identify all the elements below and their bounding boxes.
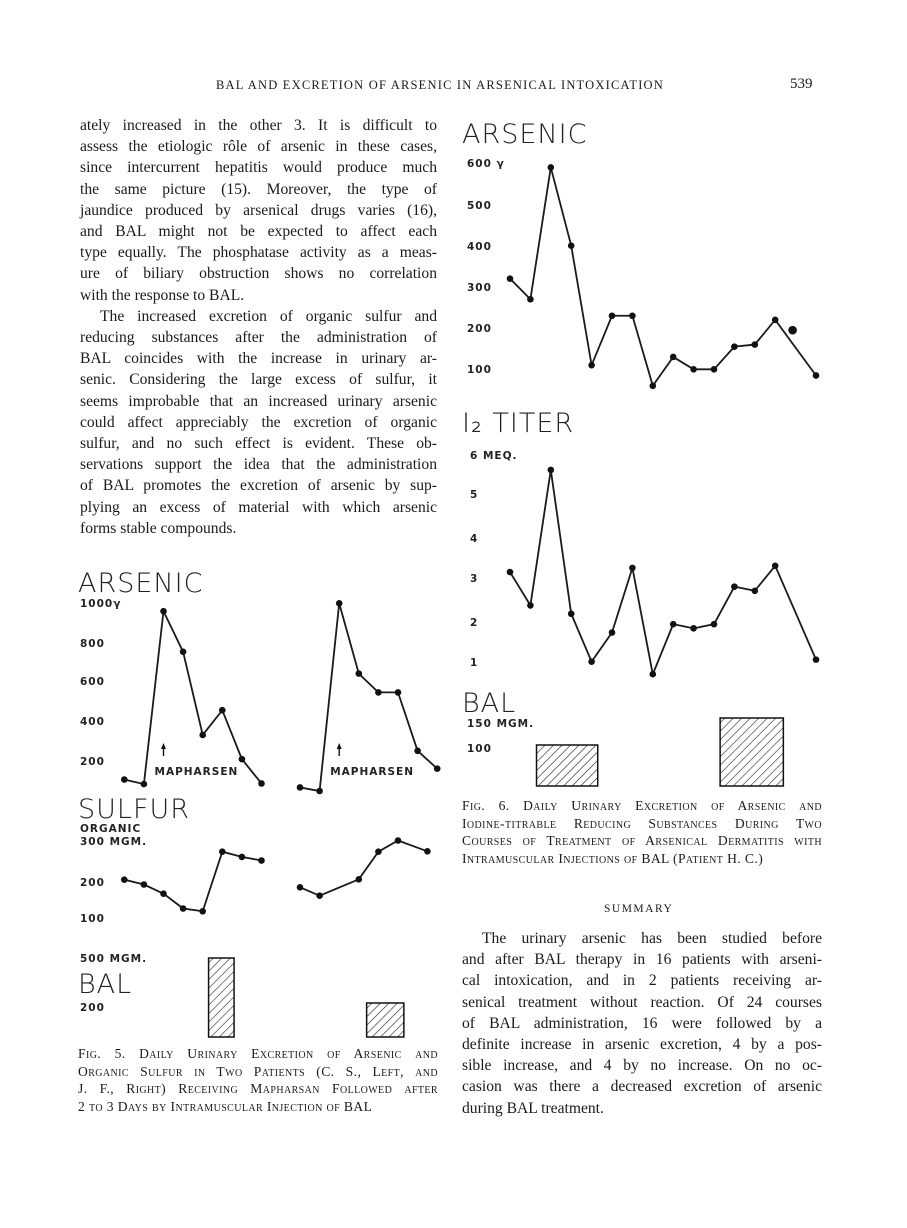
fig5-arsenic-series-line [300,603,437,791]
fig6-titer-data-point [629,565,636,572]
fig5-arsenic-data-point [375,689,382,696]
fig6-arsenic-data-point [568,242,575,249]
fig5-sulfur-data-point [424,848,431,855]
fig5-arsenic-data-point [414,748,421,755]
fig5-sulfur-tick-label: 300 MGM. [80,836,148,848]
fig6-titer-data-point [670,621,677,628]
fig6-arsenic-data-point [527,296,534,303]
fig6-titer-data-point [527,602,534,609]
fig5-sulfur-data-point [219,848,226,855]
fig6-arsenic-data-point [650,382,657,389]
fig6-titer-data-point [690,625,697,632]
text-line: senic. Considering the large excess of sulfur, it [80,371,437,389]
fig6-arsenic-tick-label: 100 [467,364,492,376]
fig5-arsenic-data-point [219,707,226,714]
fig6-arsenic-series-line [510,167,816,385]
text-line: assess the etiologic rôle of arsenic in these cases, [80,138,437,156]
text-line: Courses of Treatment of Arsenical Dermatitis with [462,833,822,848]
fig5-arsenic-data-point [336,600,343,607]
text-line: of BAL administration, 16 were followed by a [462,1014,822,1032]
fig6-bal-bar [720,718,783,786]
text-line: and after BAL therapy in 16 patients with arseni- [462,951,822,969]
text-line: casion was there a decreased excretion of arsenic [462,1078,822,1096]
fig6-arsenic-tick-label: 300 [467,282,492,294]
fig5-arsenic-tick-label: 800 [80,638,105,650]
mapharsen-arrow-icon [161,743,166,749]
fig6-titer-data-point [752,588,759,595]
fig6-titer-data-point [650,671,657,678]
fig6-arsenic-data-point [609,312,616,319]
text-line: with the response to BAL. [80,286,245,304]
fig6-arsenic-data-point [507,275,514,282]
mapharsen-label: MAPHARSEN [330,766,414,778]
fig6-titer-series-line [510,470,816,674]
summary-heading: SUMMARY [604,903,674,915]
fig5-sulfur-tick-label: 200 [80,877,105,889]
fig5-arsenic-data-point [434,765,441,772]
fig5-arsenic-tick-label: 400 [80,716,105,728]
fig6-titer-tick-label: 1 [470,657,479,669]
text-line: reducing substances after the administration of [80,329,437,347]
fig5-arsenic-data-point [141,781,148,788]
text-line: since intercurrent hepatitis would produce much [80,159,437,177]
fig5-sulfur-tick-label: 100 [80,913,105,925]
fig6-titer-tick-label: 4 [470,533,479,545]
fig6-arsenic-title: ARSENIC [462,119,588,150]
fig6-titer-tick-label: 2 [470,617,479,629]
fig5-sulfur-data-point [375,848,382,855]
text-line: cal intoxication, and in 2 patients receiving ar- [462,972,822,990]
text-line: definite increase in arsenic excretion, 4 by a pos- [462,1036,822,1054]
fig5-arsenic-data-point [258,780,265,787]
fig5-arsenic-tick-label: 600 [80,676,105,688]
fig6-arsenic-tick-label: 500 [467,200,492,212]
fig5-sulfur-subtitle: ORGANIC [80,823,142,835]
fig5-sulfur-data-point [199,908,206,915]
fig6-titer-data-point [507,569,514,576]
fig5-arsenic-tick-label: 200 [80,756,105,768]
text-line: seems improbable that an increased urinary arsenic [80,392,437,410]
fig6-arsenic-data-point [752,341,759,348]
fig6-arsenic-data-point [548,164,555,171]
text-line: the same picture (15). Moreover, the type of [80,180,437,198]
fig5-arsenic-data-point [316,788,323,795]
figure-6 [462,119,819,786]
fig5-sulfur-title: SULFUR [78,794,190,825]
fig6-titer-data-point [609,629,616,636]
text-line: jaundice produced by arsenical drugs varies (16), [80,201,437,219]
fig5-sulfur-data-point [395,837,402,844]
fig6-arsenic-isolated-point [788,326,797,335]
text-line: of BAL promotes the excretion of arsenic by sup- [80,477,437,495]
fig5-sulfur-data-point [141,881,148,888]
fig5-sulfur-data-point [297,884,304,891]
fig6-arsenic-tick-label: 400 [467,241,492,253]
fig6-titer-tick-label: 3 [470,573,479,585]
fig6-arsenic-data-point [629,312,636,319]
fig5-arsenic-data-point [199,732,206,739]
text-line: plying an excess of material with which arsenic [80,498,437,516]
text-line: servations support the idea that the administration [80,456,437,474]
fig5-bal-title: BAL [78,969,133,1000]
text-line: Intramuscular Injections of BAL (Patient H. C.) [462,850,764,866]
fig5-bal-tick-label: 500 MGM. [80,953,148,965]
fig6-bal-title: BAL [462,688,517,719]
fig5-sulfur-series-line [300,841,427,896]
fig6-arsenic-tick-label: 600 γ [467,158,505,170]
fig6-bal-bar [537,745,598,786]
text-line: and BAL might not be expected to affect each [80,223,437,241]
fig5-bal-tick-label: 200 [80,1002,105,1014]
fig5-arsenic-title: ARSENIC [78,568,204,599]
fig5-arsenic-data-point [239,756,246,763]
fig6-arsenic-data-point [772,317,779,324]
text-line: ure of biliary obstruction shows no correlation [80,265,437,283]
fig5-sulfur-data-point [239,854,246,861]
text-line: forms stable compounds. [80,519,237,537]
fig5-arsenic-tick-label: 1000γ [80,598,122,610]
text-line: Organic Sulfur in Two Patients (C. S., Left, and [78,1063,438,1079]
text-line: ately increased in the other 3. It is difficult to [80,117,437,134]
fig6-titer-data-point [772,562,779,569]
fig6-arsenic-data-point [731,343,738,350]
fig5-sulfur-data-point [316,892,323,899]
fig5-arsenic-data-point [121,776,128,783]
fig6-bal-tick-label: 150 MGM. [467,718,535,730]
fig5-arsenic-data-point [160,608,167,615]
running-head: BAL AND EXCRETION OF ARSENIC IN ARSENICAL INTOXICATION [215,78,665,92]
fig6-arsenic-data-point [588,362,595,369]
fig6-titer-data-point [813,656,820,663]
fig6-arsenic-data-point [670,354,677,361]
fig6-titer-data-point [568,610,575,617]
mapharsen-label: MAPHARSEN [154,766,239,778]
fig6-titer-tick-label: 5 [470,489,479,501]
fig6-arsenic-data-point [813,372,820,379]
fig5-arsenic-data-point [297,784,304,791]
figure-5 [78,568,441,1037]
fig5-bal-bar [209,958,234,1037]
text-line: The urinary arsenic has been studied before [482,930,822,947]
text-line: The increased excretion of organic sulfur and [100,307,437,325]
fig6-titer-data-point [711,621,718,628]
text-line: senical treatment without reaction. Of 24 courses [462,993,822,1011]
fig5-sulfur-data-point [356,876,363,883]
fig6-arsenic-data-point [711,366,718,373]
fig5-sulfur-data-point [258,857,265,864]
text-line: sible increase, and 4 by no increase. On no oc- [462,1057,822,1075]
fig5-arsenic-data-point [356,670,363,677]
fig5-arsenic-data-point [180,649,187,656]
fig5-arsenic-data-point [395,689,402,696]
fig6-arsenic-data-point [690,366,697,373]
fig5-sulfur-data-point [121,876,128,883]
fig6-titer-data-point [548,467,555,474]
text-line: BAL coincides with the increase in urinary ar- [80,350,437,368]
text-line: 2 to 3 Days by Intramuscular Injection of BAL [78,1098,373,1114]
text-line: sulfur, and no such effect is evident. These ob- [80,435,437,453]
text-line: could affect appreciably the excretion of organic [80,413,437,431]
fig6-titer-data-point [588,658,595,665]
fig6-titer-title: I₂ TITER [462,408,575,439]
text-line: Iodine-titrable Reducing Substances During Two [462,815,822,831]
mapharsen-arrow-icon [337,743,342,749]
fig5-sulfur-data-point [160,890,167,897]
text-line: Fig. 5. Daily Urinary Excretion of Arsenic and [78,1046,438,1061]
fig5-sulfur-data-point [180,905,187,912]
fig6-bal-tick-label: 100 [467,743,492,755]
text-line: type equally. The phosphatase activity as a meas- [80,244,437,262]
text-line: during BAL treatment. [462,1099,604,1117]
fig6-titer-data-point [731,583,738,590]
text-line: Fig. 6. Daily Urinary Excretion of Arsenic and [462,798,822,813]
text-line: J. F., Right) Receiving Mapharsan Followed after [78,1081,438,1096]
fig5-bal-bar [367,1003,404,1037]
page-number: 539 [790,76,813,92]
fig6-titer-tick-label: 6 MEQ. [470,450,518,462]
fig6-arsenic-tick-label: 200 [467,323,492,335]
